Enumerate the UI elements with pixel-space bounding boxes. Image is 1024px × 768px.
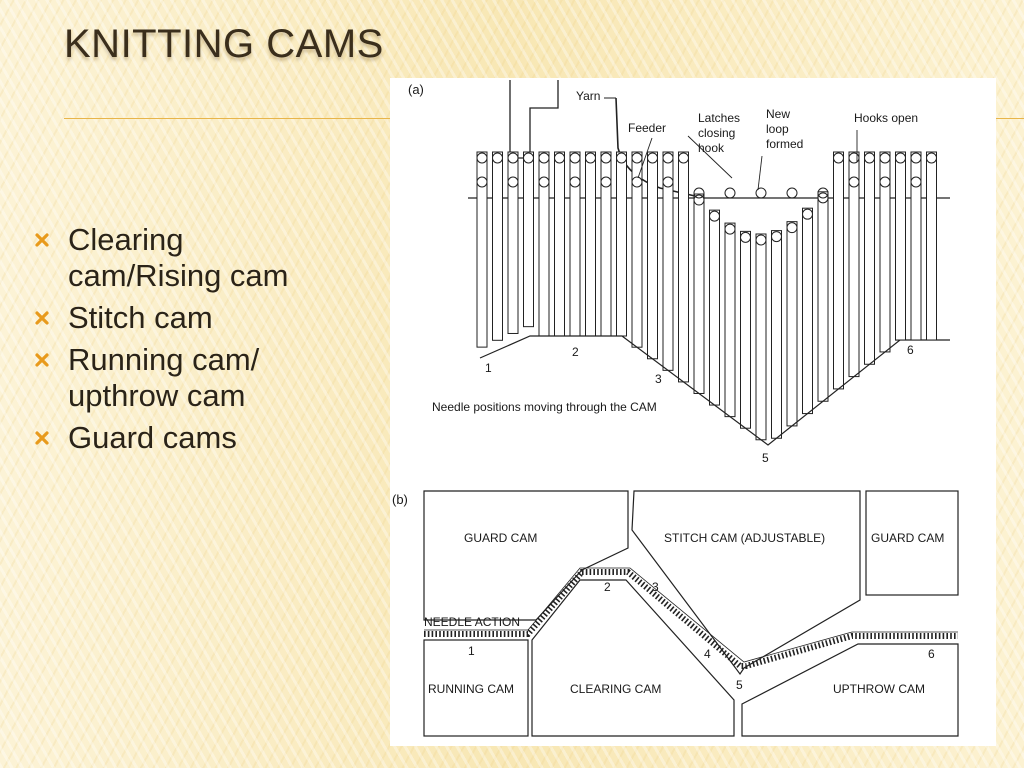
- stitch-loop: [725, 188, 735, 198]
- feeder-label: Feeder: [628, 121, 667, 135]
- yarn-label: Yarn: [576, 89, 601, 103]
- hooks-open-label: Hooks open: [854, 111, 919, 125]
- needle-shank: [694, 194, 704, 393]
- bullet-item: [32, 420, 372, 456]
- needle-hook: [756, 235, 766, 245]
- needle-hook: [570, 153, 580, 163]
- bullet-item: [32, 300, 372, 336]
- guard-cam-left-label: GUARD CAM: [464, 531, 538, 545]
- needle-shank: [911, 152, 921, 340]
- needle-shank: [493, 152, 503, 340]
- needle-hook: [865, 153, 875, 163]
- needle-hook: [787, 223, 797, 233]
- position-5-label: 5: [762, 451, 769, 465]
- bullet-item: [32, 222, 372, 294]
- needle-shank: [508, 152, 518, 333]
- needle-shank: [725, 223, 735, 417]
- stitch-loop: [787, 188, 797, 198]
- track-position-3: 3: [652, 580, 659, 594]
- needle-hook: [849, 153, 859, 163]
- position-6-label: 6: [907, 343, 914, 357]
- needle-shank: [880, 152, 890, 352]
- stitch-cam-label: STITCH CAM (ADJUSTABLE): [664, 531, 826, 545]
- running-cam-label: RUNNING CAM: [428, 682, 514, 696]
- needle-hook: [834, 153, 844, 163]
- needle-hook: [617, 153, 627, 163]
- title-rule-left: [64, 118, 390, 119]
- clearing-cam-label: CLEARING CAM: [570, 682, 662, 696]
- needle-hook: [508, 153, 518, 163]
- panel-a-label: (a): [408, 82, 424, 97]
- needle-shank: [586, 152, 596, 336]
- needle-shank: [679, 152, 689, 382]
- needle-hook: [772, 232, 782, 242]
- knitting-cam-figure: [390, 78, 996, 746]
- needle-shank: [648, 152, 658, 359]
- track-position-5: 5: [736, 678, 743, 692]
- position-3-label: 3: [655, 372, 662, 386]
- needle-shank: [663, 152, 673, 370]
- track-position-6: 6: [928, 647, 935, 661]
- newloop-label-2: loop: [766, 122, 789, 136]
- needle-shank: [865, 152, 875, 364]
- needle-action-label: NEEDLE ACTION: [424, 615, 521, 629]
- needle-hook: [663, 153, 673, 163]
- panel-b: [392, 491, 958, 736]
- needle-hook: [477, 153, 487, 163]
- needle-hook: [896, 153, 906, 163]
- cross-mark-icon: [34, 310, 50, 326]
- newloop-leader: [758, 156, 762, 190]
- needle-hook: [586, 153, 596, 163]
- panel-a: [408, 80, 950, 465]
- needle-shank: [710, 210, 720, 405]
- needle-shank: [896, 152, 906, 340]
- feeder-shape: [510, 80, 558, 158]
- cross-mark-icon: [34, 232, 50, 248]
- needle-hook: [880, 153, 890, 163]
- cam-diagram: [390, 78, 996, 746]
- stitch-loop: [756, 188, 766, 198]
- needle-shank: [818, 192, 828, 401]
- needle-shank: [787, 222, 797, 426]
- cross-mark-icon: [34, 352, 50, 368]
- track-position-2: 2: [604, 580, 611, 594]
- track-position-4: 4: [704, 647, 711, 661]
- needle-shank: [741, 231, 751, 428]
- bullet-text: Clearing: [68, 222, 184, 257]
- latches-label-3: hook: [698, 141, 725, 155]
- latches-label-1: Latches: [698, 111, 741, 125]
- needle-hook: [524, 153, 534, 163]
- needle-shank: [617, 152, 627, 336]
- position-1-label: 1: [485, 361, 492, 375]
- needle-shank: [570, 152, 580, 336]
- needle-hook: [648, 153, 658, 163]
- needle-hook: [493, 153, 503, 163]
- needle-hook: [911, 153, 921, 163]
- needle-hook: [601, 153, 611, 163]
- guard-cam-right-label: GUARD CAM: [871, 531, 945, 545]
- newloop-label-3: formed: [766, 137, 804, 151]
- needle-hook: [632, 153, 642, 163]
- panel-b-label: (b): [392, 492, 408, 507]
- bullet-list: [32, 222, 372, 462]
- needle-hook: [927, 153, 937, 163]
- position-2-label: 2: [572, 345, 579, 359]
- needle-shank: [632, 152, 642, 347]
- cross-mark-icon: [34, 430, 50, 446]
- track-position-1: 1: [468, 644, 475, 658]
- needle-shank: [834, 152, 844, 389]
- needle-shank: [927, 152, 937, 340]
- needle-hook: [679, 153, 689, 163]
- needle-hook: [555, 153, 565, 163]
- needle-shank: [524, 152, 534, 327]
- newloop-label-1: New: [766, 107, 791, 121]
- title-rule-right: [996, 118, 1024, 119]
- needle-shank: [477, 152, 487, 347]
- needle-group: [477, 152, 937, 440]
- needle-hook: [710, 211, 720, 221]
- needle-shank: [803, 208, 813, 413]
- needle-shank: [539, 152, 549, 336]
- needle-hook: [741, 232, 751, 242]
- latches-label-2: closing: [698, 126, 736, 140]
- figure-a-caption: Needle positions moving through the CAM: [432, 400, 657, 414]
- bullet-item: [32, 342, 372, 414]
- bullet-text: cam/Rising cam: [68, 258, 289, 293]
- bullet-text: Stitch cam: [68, 300, 213, 335]
- bullet-text: Guard cams: [68, 420, 237, 455]
- needle-hook: [803, 209, 813, 219]
- bullet-text: upthrow cam: [68, 378, 246, 413]
- upthrow-cam-label: UPTHROW CAM: [833, 682, 925, 696]
- needle-shank: [772, 231, 782, 439]
- needle-shank: [756, 234, 766, 440]
- bullet-text: Running cam/: [68, 342, 260, 377]
- needle-shank: [555, 152, 565, 336]
- slide-title: KNITTING CAMS: [64, 22, 384, 66]
- needle-hook: [539, 153, 549, 163]
- needle-shank: [601, 152, 611, 336]
- needle-hook: [725, 224, 735, 234]
